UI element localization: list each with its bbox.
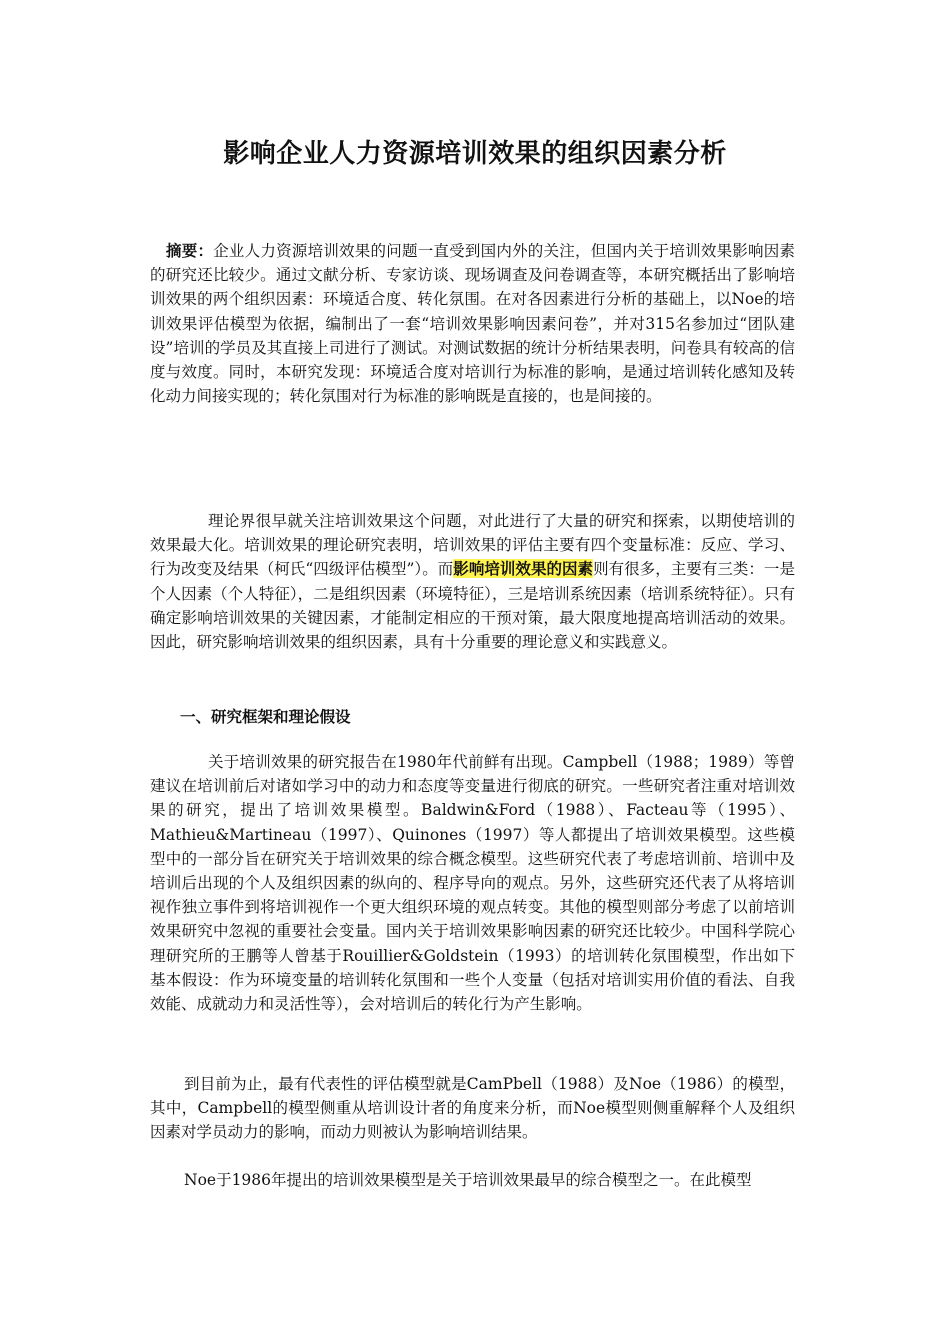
section-paragraph-3: Noe于1986年提出的培训效果模型是关于培训效果最早的综合模型之一。在此模型 xyxy=(184,1171,752,1189)
section-heading: 一、研究框架和理论假设 xyxy=(180,707,351,726)
abstract-paragraph xyxy=(150,239,795,408)
intro-text-after: 则有很多，主要有三类：一是个人因素（个人特征），二是组织因素（环境特征），三是培训系统因素（培训系统特征）。只有确定影响培训效果的关键因素，才能制定相应的干预对策，最大限度地提高培训活动的效果。因此，研究影响培训效果的组织因素，具有十分重要的理论意义和实践意义。 xyxy=(150,560,795,652)
document-title: 影响企业人力资源培训效果的组织因素分析 xyxy=(223,139,727,169)
section-paragraph-1: 关于培训效果的研究报告在1980年代前鲜有出现。Campbell（1988；1989）等曾建议在培训前后对诸如学习中的动力和态度等变量进行彻底的研究。一些研究者注重对培训效果的研究，提出了培训效果模型。Baldwin&Ford（1988）、Facteau等（1995）、Mathieu&Martineau（1997）、Quinones（1997）等人都提出了培训效果模型。这些模型中的一部分旨在研究关于培训效果的综合概念模型。这些研究代表了考虑培训前、培训中及培训后出现的个人及组织因素的纵向的、程序导向的观点。另外，这些研究还代表了从将培训视作独立事件到将培训视作一个更大组织环境的观点转变。其他的模型则部分考虑了以前培训效果研究中忽视的重要社会变量。国内关于培训效果影响因素的研究还比较少。中国科学院心理研究所的王鹏等人曾基于Rouillier&Goldstein（1993）的培训转化氛围模型，作出如下基本假设：作为环境变量的培训转化氛围和一些个人变量（包括对培训实用价值的看法、自我效能、成就动力和灵活性等），会对培训后的转化行为产生影响。 xyxy=(150,753,795,1014)
intro-paragraph xyxy=(150,509,795,654)
intro-text-before: 理论界很早就关注培训效果这个问题，对此进行了大量的研究和探索，以期使培训的效果最大化。培训效果的理论研究表明，培训效果的评估主要有四个变量标准：反应、学习、行为改变及结果（柯氏“四级评估模型”）。而 xyxy=(150,512,795,579)
abstract-label: 摘要： xyxy=(166,241,214,260)
section-paragraph-2: 到目前为止，最有代表性的评估模型就是CamPbell（1988）及Noe（1986）的模型，其中，Campbell的模型侧重从培训设计者的角度来分析，而Noe模型则侧重解释个人及组织因素对学员动力的影响，而动力则被认为影响培训结果。 xyxy=(150,1075,795,1142)
abstract-text: 企业人力资源培训效果的问题一直受到国内外的关注，但国内关于培训效果影响因素的研究还比较少。通过文献分析、专家访谈、现场调查及问卷调查等，本研究概括出了影响培训效果的两个组织因素：环境适合度、转化氛围。在对各因素进行分析的基础上，以Noe的培训效果评估模型为依据，编制出了一套“培训效果影响因素问卷”，并对315名参加过“团队建设”培训的学员及其直接上司进行了测试。对测试数据的统计分析结果表明，问卷具有较高的信度与效度。同时，本研究发现：环境适合度对培训行为标准的影响，是通过培训转化感知及转化动力间接实现的；转化氛围对行为标准的影响既是直接的，也是间接的。 xyxy=(150,242,795,406)
highlighted-phrase: 影响培训效果的因素 xyxy=(453,559,594,579)
